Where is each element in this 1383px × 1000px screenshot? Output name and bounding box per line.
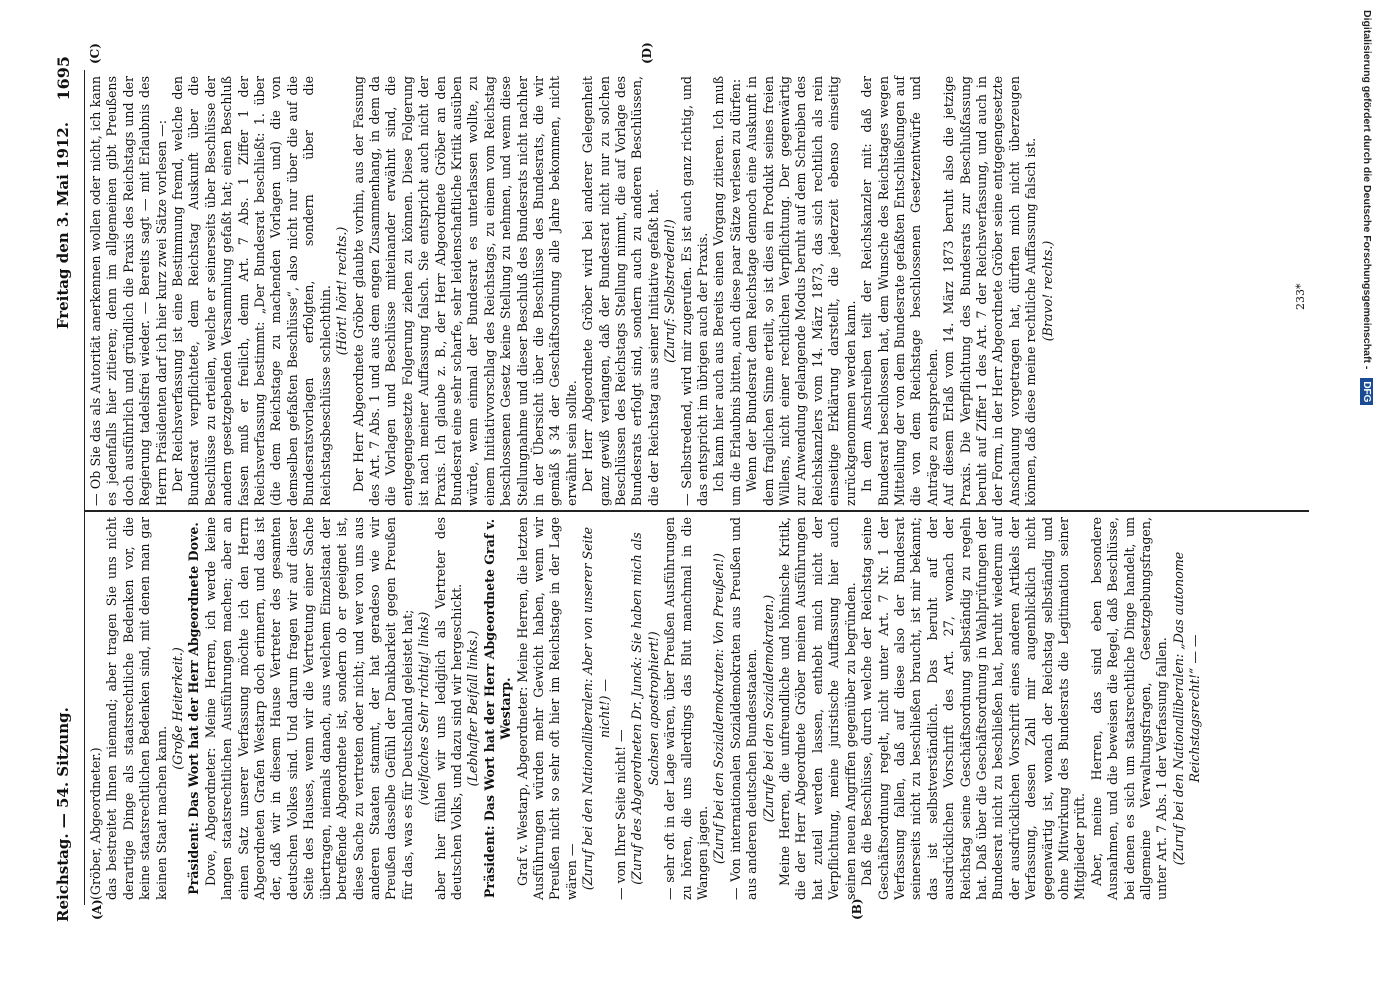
left-paragraph: (Große Heiterkeit.): [170, 647, 186, 770]
digitization-note: [1353, 10, 1373, 988]
margin-marker-a: (A): [90, 899, 104, 920]
right-column: [88, 76, 1056, 506]
header-rule: [84, 70, 85, 905]
left-paragraph: Aber, meine Herren, das sind eben besondere Ausnahmen, und die beweisen die Regel, daß Beschlüsse, bei denen es sich um staatsrechtliche Dinge handelt, um allgemeine Verwaltungsfragen, Gesetzgebungsfragen, unter Art. 7 Abs. 1 der Verfassung fallen.: [1088, 517, 1170, 900]
right-paragraph: Auf diesem Erlaß vom 14. März 1873 beruht also die jetzige Praxis. Die Verpflichtung des Bundesrats zur Beschlußfassung beruht auf Ziffer 1 des Art. 7 der Reichsverfassung, und auch in der Form, in der Herr Abgeordnete Gröber seine entgegengesetzte Anschauung vorgetragen hat, dürften mich nicht überzeugen können, daß diese meine rechtliche Auffassung falsch ist.: [941, 76, 1039, 506]
margin-marker-c: (C): [88, 43, 102, 64]
margin-marker-d: (D): [640, 42, 654, 64]
right-paragraph: Der Reichsverfassung ist eine Bestimmung fremd, welche den Bundesrat verpflichtete, dem Reichstag Auskunft über die Beschlüsse zu erteilen, welche er seinerseits über Beschlüsse der andern gesetzgebenden Versammlung gefaßt hat; einen Beschluß fassen muß er freilich, denn Art. 7 Abs. 1 Ziffer 1 der Reichsverfassung bestimmt: „Der Bundesrat beschließt: 1. über (die dem Reichstage zu machenden Vorlagen und) die von demselben gefaßten Beschlüsse“, also nicht nur über die auf die Bundesratsvorlagen erfolgten, sondern über die Reichstagsbeschlüsse schlechthin.: [170, 76, 333, 506]
right-paragraph: In dem Anschreiben teilt der Reichskanzler mit: daß der Bundesrat beschlossen hat, dem Wunsche des Reichstages wegen Mitteilung der von dem Bundesrate gefaßten Entschließungen auf die von dem Reichstage beschlossenen Gesetzentwürfe und Anträge zu entsprechen.: [859, 76, 940, 506]
margin-marker-b: (B): [850, 898, 864, 920]
left-paragraph: Präsident: Das Wort hat der Herr Abgeordnete Dove.: [186, 522, 202, 895]
left-paragraph: (vielfaches Sehr richtig! links): [416, 611, 432, 806]
left-paragraph: — Von internationalen Sozialdemokraten aus Preußen und aus anderen deutschen Bundesstaaten.: [727, 517, 760, 900]
header-session: Reichstag. — 54. Sitzung.: [54, 707, 72, 922]
digitization-text: Digitalisierung gefördert durch die Deutsche Forschungsgemeinschaft -: [1361, 10, 1373, 370]
right-paragraph: — Selbstredend, wird mir zugerufen. Es ist auch ganz richtig, und das entspricht im übrigen auch der Praxis.: [678, 76, 711, 506]
left-paragraph: (Zuruf bei den Sozialdemokraten: Von Preußen!): [711, 553, 727, 864]
left-paragraph: (Lebhafter Beifall links.): [465, 630, 481, 787]
right-paragraph: (Hört! hört! rechts.): [334, 226, 350, 356]
left-paragraph: Graf v. Westarp, Abgeordneter: Meine Herren, die letzten Ausführungen würden mehr Gewicht haben, wenn wir Preußen nicht so sehr oft hier im Reichstage in der Lage wären —: [514, 517, 579, 900]
page-number: 1695: [54, 56, 73, 101]
footer-number: 233*: [1294, 283, 1307, 310]
left-paragraph: (Zurufe bei den Sozialdemokraten.): [760, 594, 776, 823]
left-paragraph: Daß die Beschlüsse, durch welche der Reichstag seine Geschäftsordnung regelt, nicht unter Art. 7 Nr. 1 der Verfassung fallen, daß auf diese also der Bundesrat seinerseits nicht zu beschließen braucht, ist mir bekannt; das ist selbstverständlich. Das beruht auf der ausdrücklichen Vorschrift des Art. 27, wonach der Reichstag seine Geschäftsordnung selbständig zu regeln hat. Daß über die Geschäftsordnung in Wahlprüfungen der Bundesrat nicht zu beschließen hat, beruht wiederum auf der ausdrücklichen Vorschrift eines anderen Artikels der Verfassung, dessen Zahl mir augenblicklich nicht gegenwärtig ist, wonach der Reichstag selbständig und ohne Mitwirkung des Bundesrats die Legitimation seiner Mitglieder prüft.: [859, 517, 1088, 900]
left-column: [88, 517, 1204, 900]
left-paragraph: (Zuruf des Abgeordneten Dr. Junck: Sie haben mich als Sachsen apostrophiert!): [629, 532, 661, 885]
right-paragraph: (Zuruf: Selbstredend!): [662, 219, 678, 363]
right-paragraph: Wenn der Bundesrat dem Reichstage dennoch eine Auskunft in dem fraglichen Sinne erteilt, so ist dies ein Produkt seines freien Willens, nicht einer rechtlichen Verpflichtung. Der gegenwärtig zur Anwendung gelangende Modus beruht auf dem Schreiben des Reichskanzlers vom 14. März 1873, das sich rechtlich als rein einseitige Erklärung darstellt, die jederzeit ebenso einseitig zurückgenommen werden kann.: [744, 76, 858, 506]
left-paragraph: aber hier fühlen wir uns lediglich als Vertreter des deutschen Volks, und dazu sind wir hergeschickt.: [432, 517, 464, 900]
left-paragraph: (Gröber, Abgeordneter.): [88, 747, 103, 900]
column-divider: [84, 510, 1309, 512]
right-paragraph: Der Herr Abgeordnete Gröber wird bei anderer Gelegenheit ganz gewiß verlangen, daß der Bundesrat nicht nur zu solchen Beschlüssen des Reichstags Stellung nimmt, die auf Vorlage des Bundesrats erfolgt sind, sondern auch zu anderen Beschlüssen, die der Reichstag aus seiner Initiative gefaßt hat.: [580, 76, 661, 506]
left-paragraph: Präsident: Das Wort hat der Herr Abgeordnete Graf v. Westarp.: [481, 518, 514, 899]
left-paragraph: (Zuruf bei den Nationalliberalen: „Das autonome Reichstagsrecht!“ — —: [1170, 551, 1203, 866]
right-paragraph: Ich kann hier auch aus Bereits einen Vorgang zitieren. Ich muß um die Erlaubnis bitten, auch diese paar Sätze verlesen zu dürfen:: [711, 76, 743, 506]
left-paragraph: das bestreitet Ihnen niemand; aber tragen Sie uns nicht derartige Dinge als staatsrechtliche Bedenken vor, die keine staatsrechtlichen Bedenken sind, mit denen man gar keinen Staat machen kann.: [104, 517, 169, 900]
right-paragraph: (Bravo! rechts.): [1039, 240, 1055, 342]
left-paragraph: Meine Herren, die unfreundliche und höhnische Kritik, die der Herr Abgeordnete Gröber meinen Ausführungen hat zuteil werden lassen, enthebt mich nicht der Verpflichtung, meine juristische Auffassung hier auch seinen neuen Angriffen gegenüber zu begründen.: [777, 517, 858, 900]
right-paragraph: — Ob Sie das als Autorität anerkennen wollen oder nicht, ich kann es jedenfalls hier zitieren; denn im allgemeinen gibt Preußens doch ausführlich und gründlich die Praxis des Reichstags und der Regierung tadelsfrei wieder. — Bereits sagt — mit Erlaubnis des Herrn Präsidenten darf ich hier kurz zwei Sätze vorlesen —:: [88, 76, 169, 506]
left-paragraph: — von Ihrer Seite nicht! —: [613, 729, 628, 900]
left-paragraph: (Zuruf bei den Nationalliberalen: Aber von unserer Seite nicht!) —: [580, 526, 612, 891]
header-date: Freitag den 3. Mai 1912.: [54, 122, 72, 330]
left-paragraph: — sehr oft in der Lage wären, über Preußen Ausführungen zu hören, die uns allerdings das Blut manchmal in die Wangen jagen.: [662, 517, 711, 900]
left-paragraph: Dove, Abgeordneter: Meine Herren, ich werde keine langen staatsrechtlichen Ausführungen machen; aber an einen Satz unserer Verfassung möchte ich den Herrn Abgeordneten Grafen Westarp doch erinnern, und das ist der, daß wir in diesem Hause Vertreter des gesamten deutschen Volkes sind. Und darum fragen wir auf dieser Seite des Hauses, wenn wir die Vertretung einer Sache übertragen, niemals danach, aus welchem Einzelstaat der betreffende Abgeordnete ist, sondern ob er geeignet ist, diese Sache zu vertreten oder nicht; und wer von uns aus anderen Staaten stammt, der hat geradeso wie wir Preußen dasselbe Gefühl der Dankbarkeit gegen Preußen für das, was es für Deutschland geleistet hat;: [202, 517, 415, 900]
page-header: [54, 56, 80, 922]
dfg-logo: DFG: [1360, 378, 1373, 405]
right-paragraph: Der Herr Abgeordnete Gröber glaubte vorhin, aus der Fassung des Art. 7 Abs. 1 und aus dem engen Zusammenhang, in dem da die Vorlagen und Beschlüsse miteinander erwähnt sind, die entgegengesetzte Folgerung ziehen zu können. Diese Folgerung ist nach meiner Auffassung falsch. Sie entspricht auch nicht der Praxis. Ich glaube z. B., der Herr Abgeordnete Gröber an den Bundesrat eine sehr scharfe, sehr leidenschaftliche Kritik ausüben würde, wenn einmal der Bundesrat es unterlassen wollte, zu einem Initiativvorschlag des Reichstags, zu einem vom Reichstag beschlossenen Gesetz keine Stellung zu nehmen, und wenn diese Stellungnahme und dieser Beschluß des Bundesrats nicht nachher in der Übersicht über die Beschlüsse des Bundesrats, die wir gemäß § 34 der Geschäftsordnung alle Jahre bekommen, nicht erwähnt sein sollte.: [350, 76, 579, 506]
